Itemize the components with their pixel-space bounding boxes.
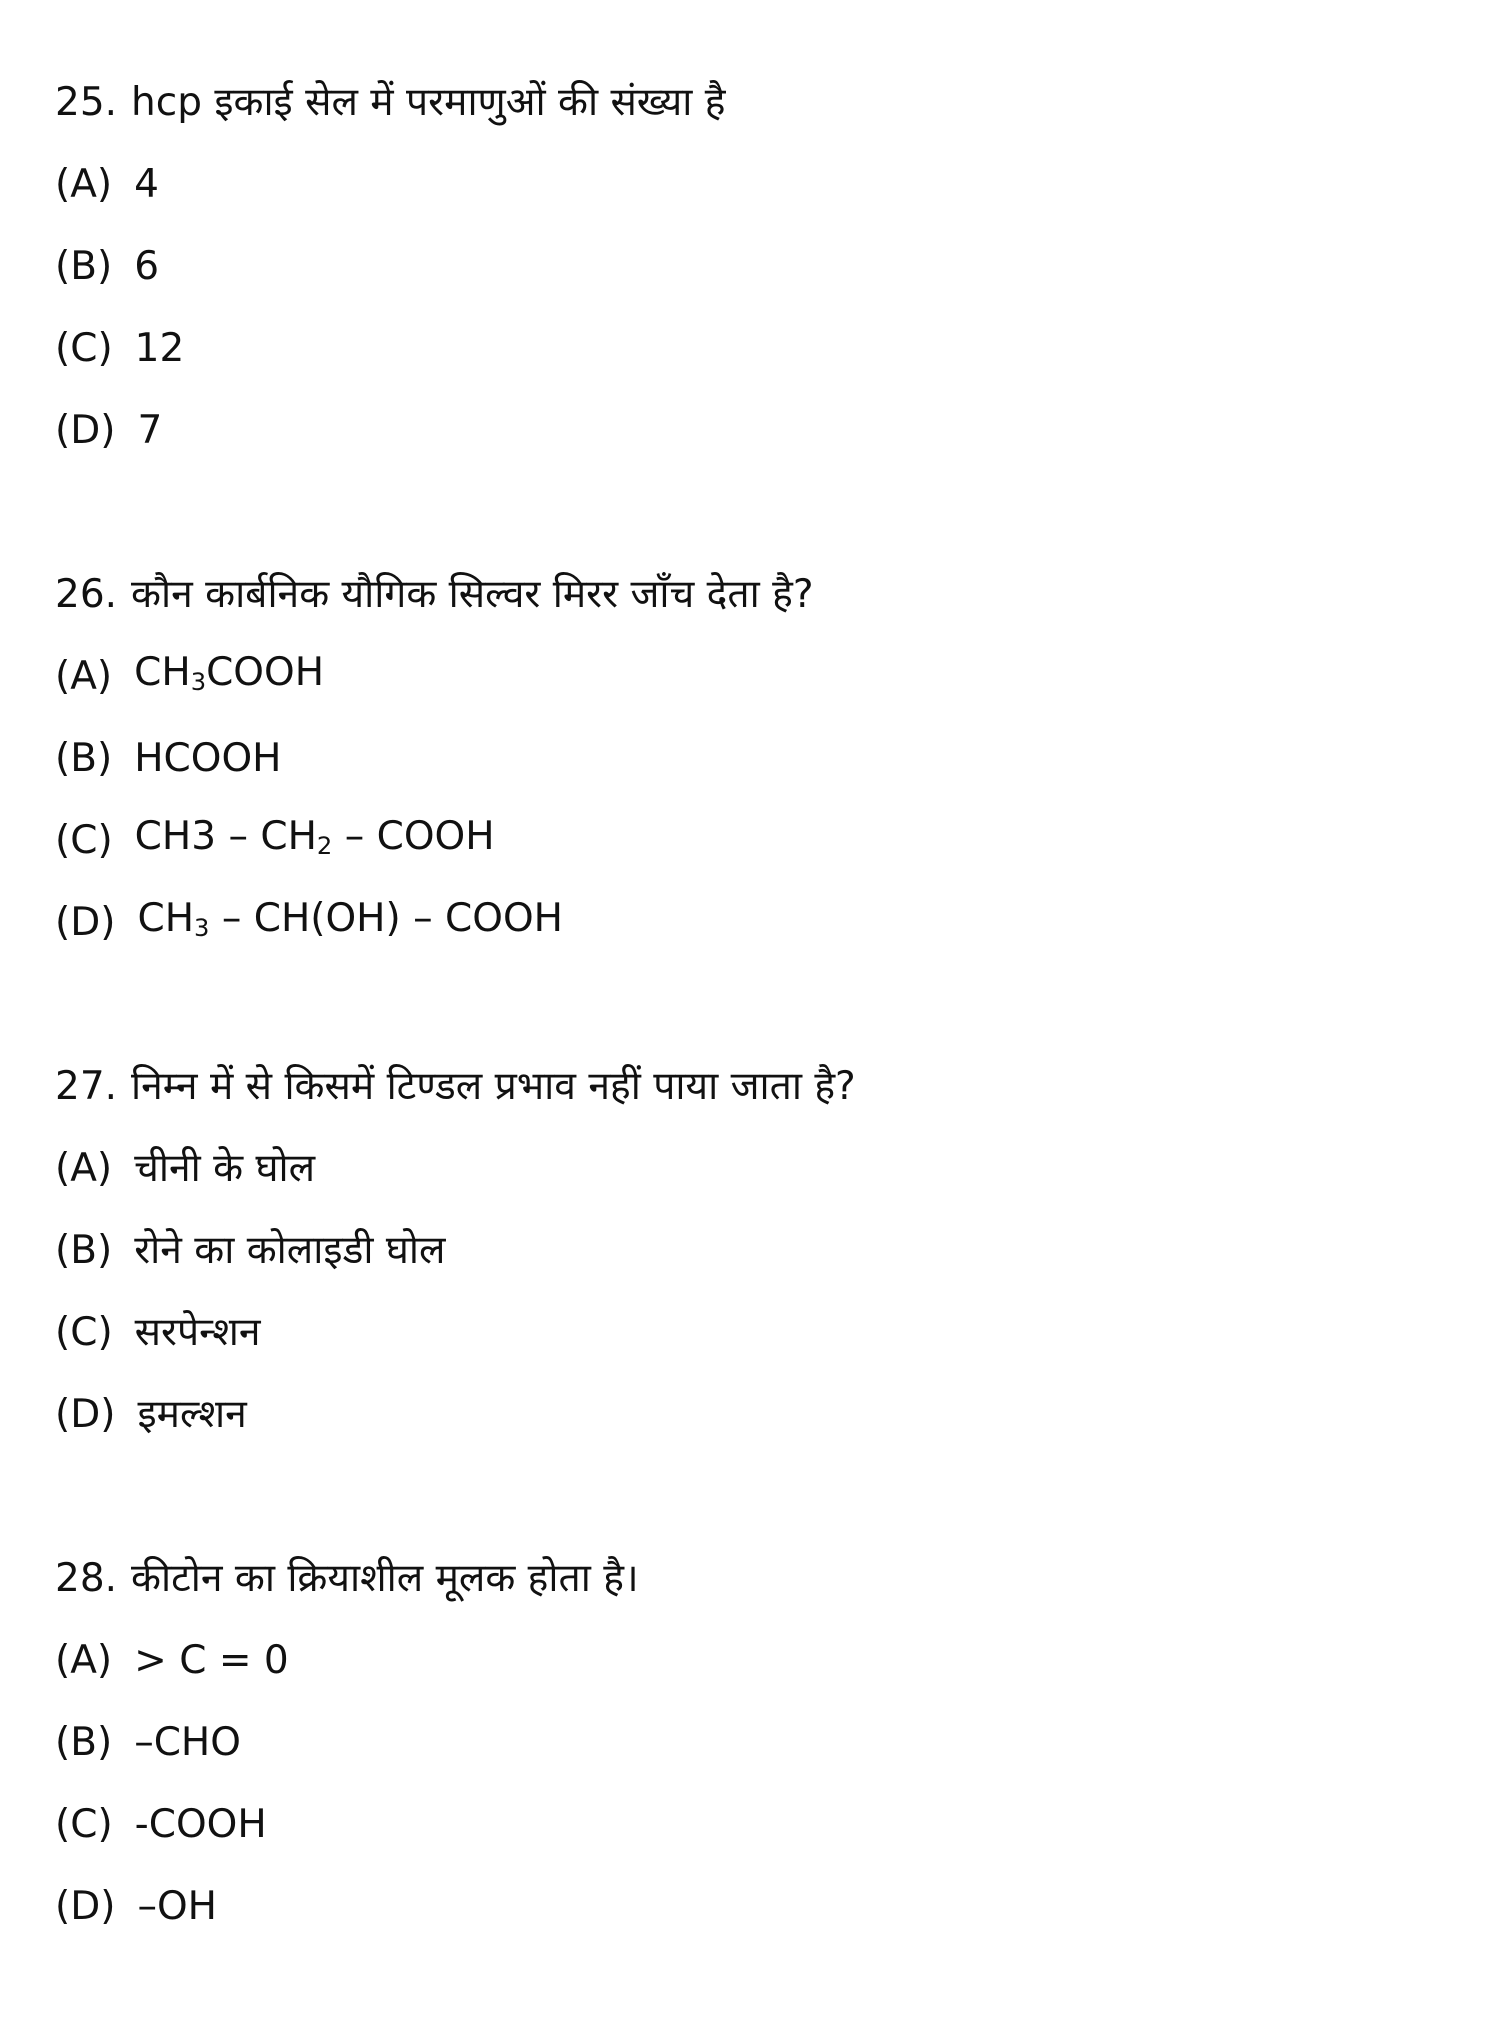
option-d[interactable] bbox=[55, 1374, 1455, 1456]
option-text: चीनी के घोल bbox=[134, 1146, 316, 1191]
formula-part: CH bbox=[137, 895, 195, 941]
question-text: कौन कार्बनिक यौगिक सिल्वर मिरर जाँच देता है? bbox=[131, 572, 814, 617]
option-c[interactable] bbox=[55, 308, 1455, 390]
option-label: (C) bbox=[55, 818, 113, 863]
option-a[interactable] bbox=[55, 144, 1455, 226]
question-28 bbox=[55, 1538, 1455, 1948]
question-stem bbox=[55, 1046, 1455, 1128]
option-c[interactable] bbox=[55, 1784, 1455, 1866]
option-label: (B) bbox=[55, 244, 113, 289]
formula-part: – COOH bbox=[332, 813, 495, 859]
formula-part: CH bbox=[134, 649, 191, 695]
option-label: (B) bbox=[55, 1720, 113, 1765]
option-d[interactable] bbox=[55, 390, 1455, 472]
question-26 bbox=[55, 554, 1455, 964]
option-label: (D) bbox=[55, 1884, 116, 1929]
option-text: 6 bbox=[134, 244, 160, 289]
option-formula bbox=[135, 796, 495, 887]
option-a[interactable] bbox=[55, 1620, 1455, 1702]
formula-part: – CH(OH) – COOH bbox=[209, 895, 563, 941]
option-a[interactable] bbox=[55, 1128, 1455, 1210]
option-label: (B) bbox=[55, 736, 113, 781]
option-label: (A) bbox=[55, 162, 113, 207]
option-b[interactable] bbox=[55, 1702, 1455, 1784]
question-number: 26. bbox=[55, 572, 118, 617]
option-text: HCOOH bbox=[134, 736, 282, 781]
option-d[interactable] bbox=[55, 882, 1455, 964]
option-text: रोने का कोलाइडी घोल bbox=[134, 1228, 446, 1273]
option-label: (C) bbox=[55, 1310, 113, 1355]
formula-subscript: 3 bbox=[194, 913, 210, 942]
option-formula bbox=[137, 878, 563, 969]
option-formula bbox=[134, 632, 324, 723]
option-text: > C = 0 bbox=[134, 1638, 289, 1683]
option-text: 7 bbox=[137, 408, 163, 453]
option-b[interactable] bbox=[55, 718, 1455, 800]
option-text: 4 bbox=[134, 162, 159, 207]
question-text: hcp इकाई सेल में परमाणुओं की संख्या है bbox=[131, 80, 726, 125]
question-text: कीटोन का क्रियाशील मूलक होता है। bbox=[131, 1556, 639, 1601]
formula-part: COOH bbox=[206, 649, 325, 695]
option-text: –CHO bbox=[134, 1720, 241, 1765]
option-a[interactable] bbox=[55, 636, 1455, 718]
option-text: -COOH bbox=[134, 1802, 267, 1847]
question-number: 25. bbox=[55, 80, 118, 125]
option-label: (C) bbox=[55, 326, 113, 371]
question-stem bbox=[55, 1538, 1455, 1620]
option-label: (C) bbox=[55, 1802, 113, 1847]
question-stem bbox=[55, 554, 1455, 636]
question-text: निम्न में से किसमें टिण्डल प्रभाव नहीं पाया जाता है? bbox=[131, 1064, 856, 1109]
formula-subscript: 3 bbox=[190, 667, 207, 696]
option-b[interactable] bbox=[55, 226, 1455, 308]
option-label: (A) bbox=[55, 1146, 113, 1191]
option-b[interactable] bbox=[55, 1210, 1455, 1292]
option-text: –OH bbox=[137, 1884, 217, 1929]
question-number: 28. bbox=[55, 1556, 118, 1601]
option-c[interactable] bbox=[55, 800, 1455, 882]
option-label: (A) bbox=[55, 1638, 113, 1683]
formula-part: CH3 – CH bbox=[134, 813, 317, 859]
option-c[interactable] bbox=[55, 1292, 1455, 1374]
question-27 bbox=[55, 1046, 1455, 1456]
option-text: 12 bbox=[134, 326, 185, 371]
option-text: सरपेन्शन bbox=[134, 1310, 261, 1355]
question-number: 27. bbox=[55, 1064, 118, 1109]
option-label: (A) bbox=[55, 654, 113, 699]
option-label: (D) bbox=[55, 408, 116, 453]
option-label: (D) bbox=[55, 900, 116, 945]
formula-subscript: 2 bbox=[316, 831, 333, 860]
option-label: (B) bbox=[55, 1228, 113, 1273]
question-25 bbox=[55, 62, 1455, 472]
option-text: इमल्शन bbox=[137, 1392, 247, 1437]
option-d[interactable] bbox=[55, 1866, 1455, 1948]
question-stem bbox=[55, 62, 1455, 144]
option-label: (D) bbox=[55, 1392, 116, 1437]
